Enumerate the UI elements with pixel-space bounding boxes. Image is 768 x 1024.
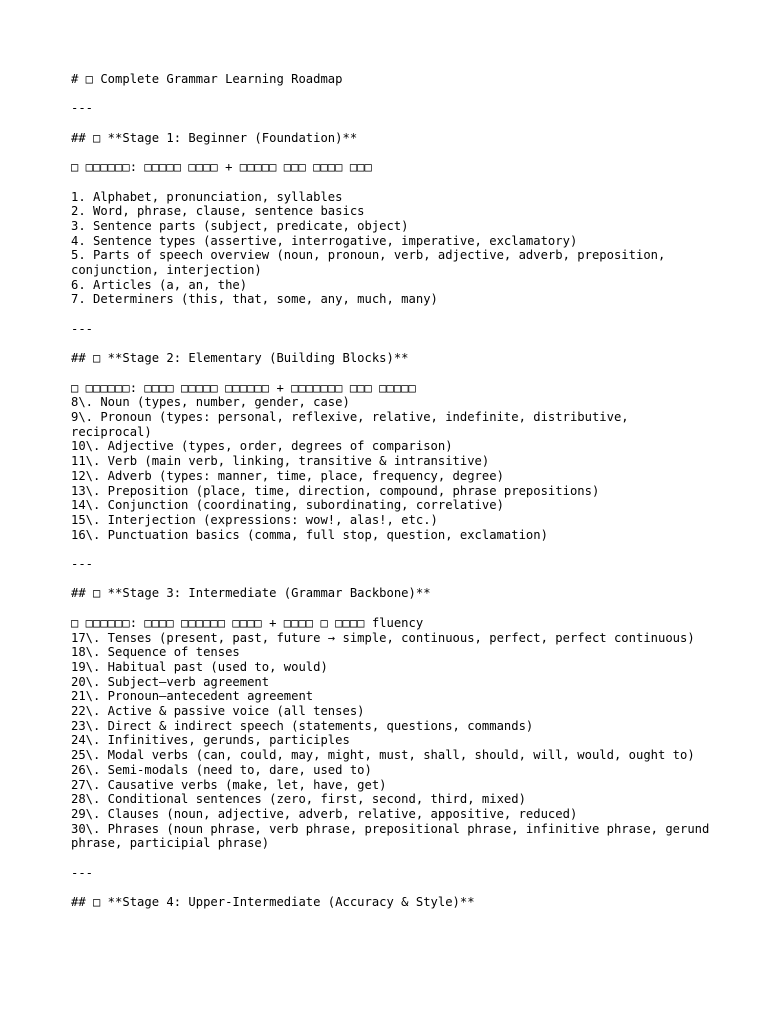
list-item: 23\. Direct & indirect speech (statements, questions, commands) [71,718,534,733]
list-item: 21\. Pronoun–antecedent agreement [71,689,314,704]
blank-line [71,145,711,160]
list-item: 4. Sentence types (assertive, interrogative, imperative, exclamatory) [71,233,578,248]
stage-goal: □ □□□□□□: □□□□ □□□□□ □□□□□□ + □□□□□□□ □□□ □□□□□ [71,380,416,395]
blank-line [71,307,711,322]
list-item: 9\. Pronoun (types: personal, reflexive, relative, indefinite, distributive, reciprocal) [71,410,636,439]
stage-goal: □ □□□□□□: □□□□ □□□□□□ □□□□ + □□□□ □ □□□□ fluency [71,615,424,630]
list-item: 22\. Active & passive voice (all tenses) [71,704,365,719]
list-item: 15\. Interjection (expressions: wow!, alas!, etc.) [71,512,438,527]
divider: --- [71,101,94,116]
blank-line [71,116,711,131]
list-item: 27\. Causative verbs (make, let, have, get) [71,777,387,792]
list-item: 29\. Clauses (noun, adjective, adverb, relative, appositive, reduced) [71,807,578,821]
list-item: 24\. Infinitives, gerunds, participles [71,733,350,748]
blank-line [71,337,711,352]
list-item: 1. Alphabet, pronunciation, syllables [71,189,343,204]
list-item: 6. Articles (a, an, the) [71,277,248,292]
list-item: 5. Parts of speech overview (noun, pronoun, verb, adjective, adverb, preposition, conjunction, interjection) [71,248,673,278]
blank-line [71,881,711,896]
stage-heading: ## □ **Stage 1: Beginner (Foundation)** [71,130,358,145]
list-item: 13\. Preposition (place, time, direction, compound, phrase prepositions) [71,483,600,498]
list-item: 16\. Punctuation basics (comma, full stop, question, exclamation) [71,527,548,542]
list-item: 11\. Verb (main verb, linking, transitive & intransitive) [71,454,490,469]
list-item: 28\. Conditional sentences (zero, first, second, third, mixed) [71,792,526,807]
page-title: # □ Complete Grammar Learning Roadmap [71,72,343,86]
blank-line [71,542,711,557]
blank-line [71,87,711,102]
stage-heading: ## □ **Stage 4: Upper-Intermediate (Accuracy & Style)** [71,895,475,910]
list-item: 25\. Modal verbs (can, could, may, might, must, shall, should, will, would, ought to) [71,748,695,763]
list-item: 26\. Semi-modals (need to, dare, used to) [71,762,372,777]
divider: --- [71,321,94,336]
divider: --- [71,865,94,880]
list-item: 8\. Noun (types, number, gender, case) [71,395,350,410]
stage-heading: ## □ **Stage 2: Elementary (Building Blocks)** [71,351,409,366]
blank-line [71,601,711,616]
list-item: 18\. Sequence of tenses [71,645,240,660]
list-item: 12\. Adverb (types: manner, time, place, frequency, degree) [71,468,504,483]
stage-goal: □ □□□□□□: □□□□□ □□□□ + □□□□□ □□□ □□□□ □□□ [71,160,372,175]
list-item: 2. Word, phrase, clause, sentence basics [71,204,365,219]
document-body [71,72,717,910]
list-item: 14\. Conjunction (coordinating, subordinating, correlative) [71,498,504,513]
list-item: 10\. Adjective (types, order, degrees of comparison) [71,439,453,454]
blank-line [71,851,711,866]
blank-line [71,366,711,381]
list-item: 19\. Habitual past (used to, would) [71,659,328,674]
list-item: 3. Sentence parts (subject, predicate, object) [71,218,409,233]
list-item: 17\. Tenses (present, past, future → simple, continuous, perfect, perfect continuous) [71,630,695,645]
blank-line [71,572,711,587]
blank-line [71,175,711,190]
divider: --- [71,557,94,572]
list-item: 30\. Phrases (noun phrase, verb phrase, prepositional phrase, infinitive phrase, gerund phrase, participial phrase) [71,821,717,851]
list-item: 20\. Subject–verb agreement [71,674,270,689]
list-item: 7. Determiners (this, that, some, any, much, many) [71,292,438,307]
stage-heading: ## □ **Stage 3: Intermediate (Grammar Backbone)** [71,586,431,601]
